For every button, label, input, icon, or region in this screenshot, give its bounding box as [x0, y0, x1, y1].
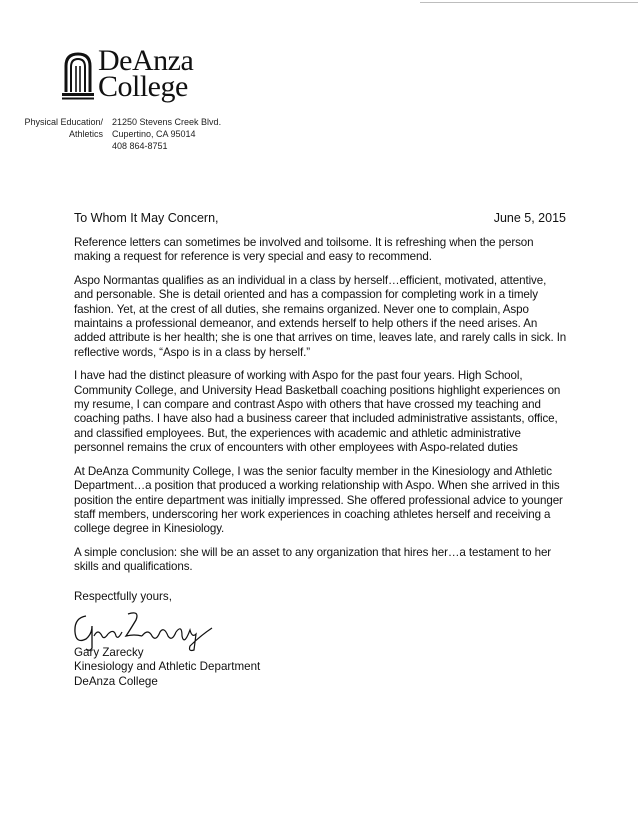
address-block — [112, 116, 221, 152]
signer-name: Gary Zarecky — [74, 646, 144, 659]
department-line: Physical Education/ — [24, 117, 103, 127]
scan-edge-line — [420, 2, 638, 3]
address-city: Cupertino, CA 95014 — [112, 129, 196, 139]
salutation: To Whom It May Concern, — [74, 211, 219, 225]
department-line: Athletics — [68, 129, 103, 139]
wordmark-line-1: DeAnza — [98, 44, 194, 77]
address-street: 21250 Stevens Creek Blvd. — [112, 117, 222, 127]
paragraph-conclusion: A simple conclusion: she will be an asset to any organization that hires her…a testament to her skills and qualifications. — [74, 545, 552, 574]
paragraph-experience: I have had the distinct pleasure of working with Aspo for the past four years. High School, Community College, and University Head Basketball coaching positions highlight experiences on my resume, I can compare and contrast Aspo with others that have crossed my teaching and coaching paths. I have also had a business career that included administrative assistants, office, and classified employees. But, the experiences with academic and athletic administrative personnel remains the crux of encounters with other employees with Aspo-related duties — [74, 369, 561, 455]
letter-date: June 5, 2015 — [493, 211, 566, 225]
department-block — [10, 116, 103, 140]
signer-institution: DeAnza College — [74, 674, 158, 688]
signature-block — [74, 646, 260, 689]
college-wordmark — [98, 44, 194, 103]
paragraph-deanza: At DeAnza Community College, I was the senior faculty member in the Kinesiology and Athletic Department…a position that produced a working relationship with Aspo. When she arrived in this position the entire department was initially impressed. She offered professional advice to younger staff members, underscoring her work experiences in coaching athletes herself and receiving a college degree in Kinesiology. — [74, 464, 563, 536]
signer-department: Kinesiology and Athletic Department — [74, 660, 261, 674]
address-phone: 408 864-8751 — [112, 141, 168, 151]
letter-body — [74, 236, 568, 584]
wordmark-line-2: College — [98, 70, 188, 103]
college-logo-icon — [62, 52, 94, 100]
paragraph-qualities: Aspo Normantas qualifies as an individual in a class by herself…efficient, motivated, attentive, and personable. She is detail oriented and has a compassion for completing work in a timely fashion. Yet, at the crest of all duties, she remains organized. Never one to complain, Aspo maintains a professional demeanor, and extends herself to help others if the need arises. An added attribute is her health; she is one that arrives on time, leaves late, and rarely calls in sick. In reflective words, “Aspo is in a class by herself.” — [74, 273, 567, 359]
closing: Respectfully yours, — [74, 590, 172, 603]
paragraph-intro: Reference letters can sometimes be involved and toilsome. It is refreshing when the person making a request for reference is very special and easy to recommend. — [74, 236, 534, 264]
